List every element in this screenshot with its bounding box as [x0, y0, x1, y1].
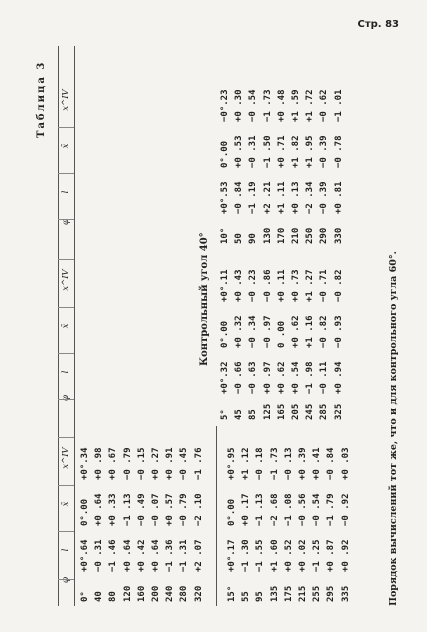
column-separator — [58, 485, 74, 486]
table-cell: +1 .11 — [276, 181, 287, 214]
column-header: x̄ — [61, 323, 71, 329]
table-cell: 290 — [319, 227, 330, 244]
table-cell: −0 .23 — [248, 269, 259, 302]
page-number: Стр. 83 — [357, 19, 399, 30]
table-cell: 205 — [291, 403, 301, 420]
table-cell: +0 .73 — [291, 269, 301, 302]
table-cell: 280 — [179, 585, 190, 602]
table-cell: 210 — [291, 227, 301, 244]
table-cell: 255 — [312, 585, 323, 602]
table-cell: −1 .01 — [333, 89, 344, 122]
table-cell: 5° — [220, 409, 230, 420]
table-cell: −1 .08 — [283, 493, 294, 526]
table-cell: 215 — [298, 585, 308, 602]
table-cell: +0 .42 — [136, 539, 147, 572]
table-cell: +1 .12 — [241, 447, 252, 480]
table-cell: −0 .34 — [248, 315, 259, 348]
table-cell: +0 .27 — [151, 447, 161, 480]
column-header: φ — [61, 219, 71, 225]
table-cell: +0°.95 — [227, 447, 237, 480]
column-header: l — [61, 190, 71, 194]
section-title: Контрольный угол 40° — [199, 232, 210, 366]
table-cell: 325 — [333, 403, 344, 420]
table-cell: −0 .66 — [234, 361, 245, 394]
table-cell: −0 .11 — [319, 361, 330, 394]
table-cell: −0 .13 — [283, 447, 294, 480]
table-cell: −0 .92 — [340, 493, 351, 526]
table-cell: −0 .93 — [333, 315, 344, 348]
table-cell: 330 — [333, 227, 344, 244]
column-separator — [58, 353, 74, 354]
table-cell: +2 .07 — [193, 539, 204, 572]
table-cell: +1 .72 — [305, 89, 316, 122]
column-separator — [58, 437, 74, 438]
table-cell: +0°.11 — [220, 269, 230, 302]
table-cell: +0 .33 — [108, 493, 119, 526]
table-cell: 0°.00 — [220, 140, 230, 168]
table-cell: +0 .62 — [276, 361, 287, 394]
table-cell: +0 .67 — [108, 447, 119, 480]
table-cell: 160 — [136, 585, 147, 602]
table-cell: −1 .46 — [108, 539, 119, 572]
column-header: x^IV — [61, 269, 71, 291]
table-cell: −0 .49 — [136, 493, 147, 526]
table-cell: −1 .36 — [165, 539, 176, 572]
table-cell: +0 .48 — [276, 89, 287, 122]
table-cell: +0 .64 — [94, 493, 105, 526]
table-cell: 320 — [193, 585, 204, 602]
table-cell: 0°.00 — [227, 498, 237, 526]
table-cell: −0 .56 — [298, 493, 308, 526]
column-separator — [58, 127, 74, 128]
table-cell: +0 .41 — [312, 447, 323, 480]
table-caption: Таблица 3 — [36, 60, 47, 138]
table-cell: 125 — [262, 403, 273, 420]
column-header: φ — [61, 395, 71, 401]
table-cell: −0°.23 — [220, 89, 230, 122]
table-cell: −1 .13 — [122, 493, 133, 526]
table-cell: −0 .18 — [255, 447, 266, 480]
table-cell: −0 .63 — [248, 361, 259, 394]
table-cell: +2 .21 — [262, 181, 273, 214]
table-cell: 45 — [234, 409, 245, 420]
table-cell: −1 .55 — [255, 539, 266, 572]
header-line-bottom — [74, 46, 75, 606]
table-cell: +0°.32 — [220, 361, 230, 394]
table-cell: +0 .57 — [165, 493, 176, 526]
table-cell: +0 .64 — [122, 539, 133, 572]
table-cell: −0 .86 — [262, 269, 273, 302]
table-cell: −0 .31 — [94, 539, 105, 572]
table-cell: 95 — [255, 591, 266, 602]
table-cell: −0 .82 — [333, 269, 344, 302]
table-cell: +0 .11 — [276, 269, 287, 302]
header-line-top — [58, 46, 59, 606]
table-cell: −0 .07 — [151, 493, 161, 526]
table-cell: +1 .27 — [305, 269, 316, 302]
table-cell: −0 .97 — [262, 315, 273, 348]
column-header: l — [61, 548, 71, 552]
table-cell: −1 .19 — [248, 181, 259, 214]
table-cell: 285 — [319, 403, 330, 420]
column-header: x̄ — [61, 143, 71, 149]
table-cell: +1 .59 — [291, 89, 301, 122]
column-separator — [58, 219, 74, 220]
table-cell: −0 .39 — [319, 181, 330, 214]
table-cell: −0 .31 — [248, 135, 259, 168]
table-cell: 240 — [165, 585, 176, 602]
table-cell: +0 .62 — [291, 315, 301, 348]
table-cell: 175 — [283, 585, 294, 602]
column-header: x^IV — [61, 447, 71, 469]
table-cell: +0°.34 — [80, 447, 90, 480]
table-cell: 135 — [269, 585, 280, 602]
table-cell: −0 .54 — [312, 493, 323, 526]
table-cell: 165 — [276, 403, 287, 420]
table-cell: −0 .78 — [333, 135, 344, 168]
table-cell: 90 — [248, 233, 259, 244]
table-cell: +1 .82 — [291, 135, 301, 168]
table-cell: +0 .91 — [165, 447, 176, 480]
table-cell: 120 — [122, 585, 133, 602]
table-cell: 0°.00 — [220, 320, 230, 348]
table-cell: −0 .45 — [179, 447, 190, 480]
table-cell: −1 .73 — [262, 89, 273, 122]
footnote: Порядок вычислений тот же, что и для контрольного угла 60°. — [388, 251, 399, 606]
table-cell: 10° — [220, 227, 230, 244]
table-cell: 0°.00 — [80, 498, 90, 526]
table-cell: 50 — [234, 233, 245, 244]
column-separator — [58, 399, 74, 400]
table-cell: −1 .76 — [193, 447, 204, 480]
column-separator — [58, 579, 74, 580]
table-cell: +0 .81 — [333, 181, 344, 214]
column-header: x̄ — [61, 501, 71, 507]
table-cell: 55 — [241, 591, 252, 602]
table-cell: +0 .92 — [340, 539, 351, 572]
section-divider — [216, 426, 217, 606]
column-separator — [58, 259, 74, 260]
table-cell: +0°.64 — [80, 539, 90, 572]
table-cell: 200 — [151, 585, 161, 602]
table-cell: 15° — [227, 585, 237, 602]
table-cell: 170 — [276, 227, 287, 244]
table-cell: −2 .10 — [193, 493, 204, 526]
table-cell: −1 .31 — [179, 539, 190, 572]
table-cell: +0 .43 — [234, 269, 245, 302]
column-header: l — [61, 370, 71, 374]
table-cell: 250 — [305, 227, 316, 244]
table-cell: −2 .34 — [305, 181, 316, 214]
table-cell: −0 .54 — [248, 89, 259, 122]
table-cell: −0 .82 — [319, 315, 330, 348]
table-cell: +0 .30 — [234, 89, 245, 122]
table-cell: +0 .17 — [241, 493, 252, 526]
table-cell: −0 .79 — [122, 447, 133, 480]
column-separator — [58, 531, 74, 532]
column-separator — [58, 307, 74, 308]
table-cell: −1 .98 — [305, 361, 316, 394]
table-cell: +0°.17 — [227, 539, 237, 572]
table-cell: 295 — [326, 585, 337, 602]
table-cell: +0 .13 — [291, 181, 301, 214]
table-cell: −1 .50 — [262, 135, 273, 168]
table-cell: −0 .15 — [136, 447, 147, 480]
table-cell: +0 .98 — [94, 447, 105, 480]
table-cell: −0 .71 — [319, 269, 330, 302]
table-cell: −1 .25 — [312, 539, 323, 572]
table-cell: 335 — [340, 585, 351, 602]
table-cell: −0 .62 — [319, 89, 330, 122]
table-cell: +1 .60 — [269, 539, 280, 572]
table-cell: −1 .13 — [255, 493, 266, 526]
table-cell: +0 .54 — [291, 361, 301, 394]
table-cell: +0°.53 — [220, 181, 230, 214]
table-cell: 0 .00 — [276, 320, 287, 348]
table-cell: +0 .71 — [276, 135, 287, 168]
table-cell: +0 .94 — [333, 361, 344, 394]
table-cell: +0 .52 — [283, 539, 294, 572]
table-cell: +0 .87 — [326, 539, 337, 572]
table-cell: −1 .79 — [326, 493, 337, 526]
table-cell: +1 .95 — [305, 135, 316, 168]
rotated-table-block — [36, 46, 406, 606]
table-cell: +1 .16 — [305, 315, 316, 348]
table-cell: +0 .64 — [151, 539, 161, 572]
table-cell: 130 — [262, 227, 273, 244]
column-header: φ — [61, 577, 71, 583]
table-cell: +0 .97 — [262, 361, 273, 394]
table-cell: −2 .68 — [269, 493, 280, 526]
table-cell: 40 — [94, 591, 105, 602]
table-cell: −1 .73 — [269, 447, 280, 480]
table-cell: +0 .39 — [298, 447, 308, 480]
table-cell: 85 — [248, 409, 259, 420]
table-cell: +0 .02 — [298, 539, 308, 572]
table-cell: 80 — [108, 591, 119, 602]
table-cell: −0 .79 — [179, 493, 190, 526]
table-cell: 0° — [80, 591, 90, 602]
column-header: x^IV — [61, 89, 71, 111]
table-cell: +0 .32 — [234, 315, 245, 348]
table-cell: 245 — [305, 403, 316, 420]
table-cell: +0 .53 — [234, 135, 245, 168]
table-cell: −0 .84 — [234, 181, 245, 214]
table-cell: −1 .30 — [241, 539, 252, 572]
table-cell: −0 .39 — [319, 135, 330, 168]
table-cell: +0 .03 — [340, 447, 351, 480]
column-separator — [58, 173, 74, 174]
table-cell: −0 .84 — [326, 447, 337, 480]
